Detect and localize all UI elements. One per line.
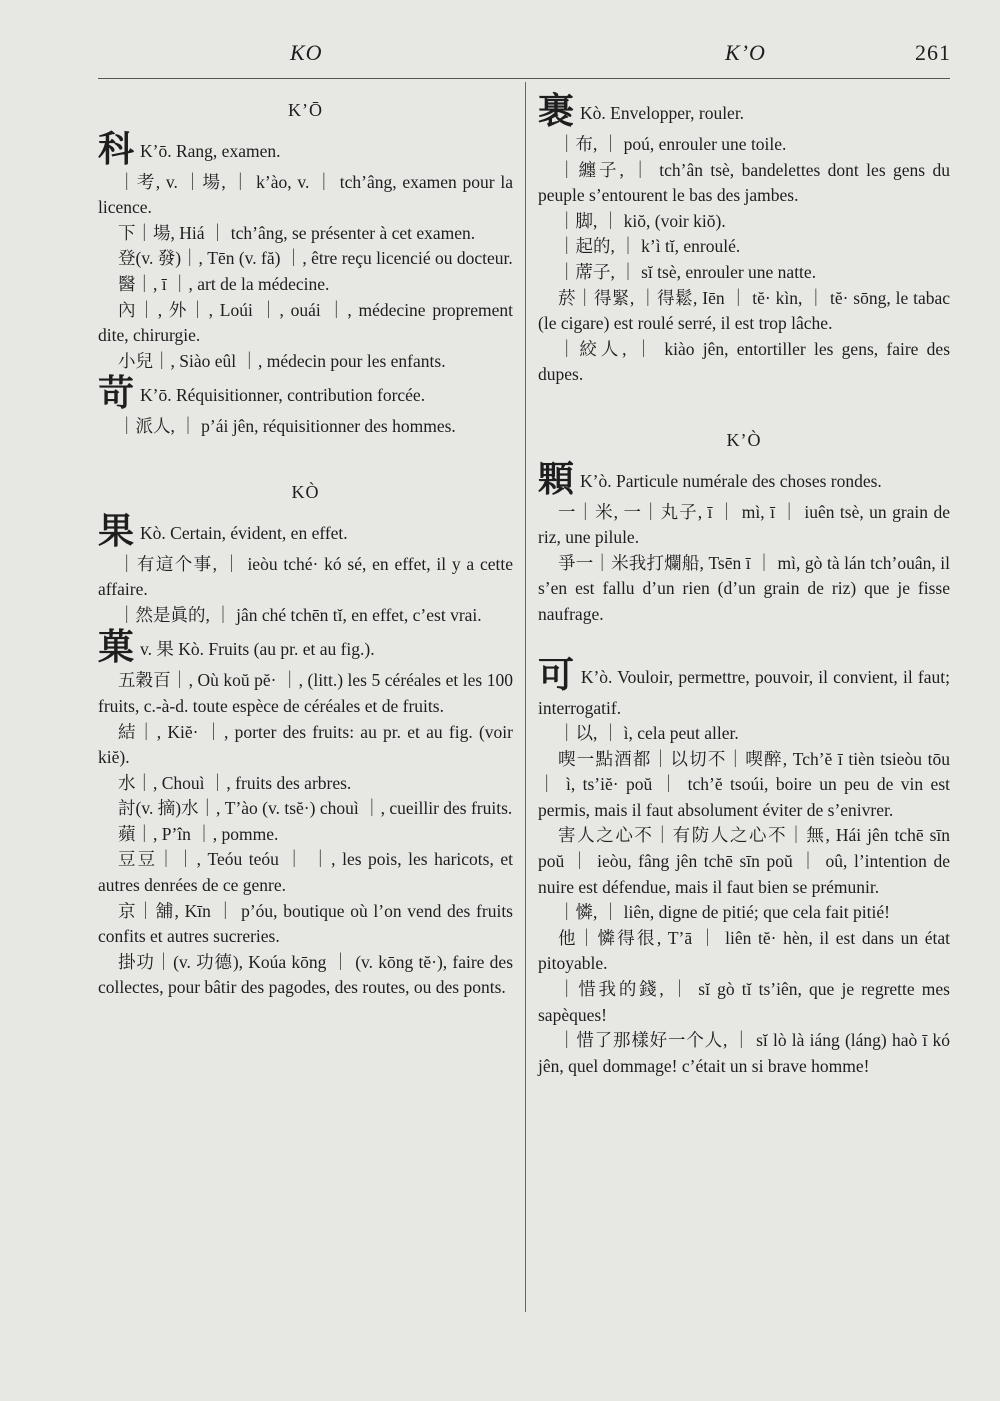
sub-entry: 內｜, 外｜, Loúi ｜, ouái ｜, médecine proprement dite, chirurgie. [98, 299, 513, 346]
sub-entry: ｜考, v. ｜場, ｜ k’ào, v. ｜ tch’âng, examen pour la licence. [98, 171, 513, 218]
sub-entry: 菸｜得緊, ｜得鬆, Iēn ｜ tĕ· kìn, ｜ tĕ· sōng, le tabac (le cigare) est roulé serré, il est trop lâche. [538, 287, 950, 334]
sub-entry: ｜布, ｜ poú, enrouler une toile. [558, 134, 787, 154]
section-heading: K’Ò [726, 429, 762, 450]
sub-entry: 害人之心不｜有防人之心不｜無, Hái jên tchē sīn poŭ ｜ ieòu, fâng jên tchē sīn poŭ ｜ oû, l’intention de nuire est défendue, mais il faut bien se prémunir. [538, 825, 950, 897]
entry-ko-vouloir: 可 K’ò. Vouloir, permettre, pouvoir, il convient, il faut; interrogatif. [538, 654, 950, 718]
sub-entry: ｜纏子, ｜ tch’ân tsè, bandelettes dont les gens du peuple s’entourent le bas des jambes. [538, 159, 950, 206]
sub-entry: 下｜場, Hiá ｜ tch’âng, se présenter à cet examen. [118, 222, 476, 243]
entry-ko-fruits: 菓v. 果 Kò. Fruits (au pr. et au fig.). [98, 627, 375, 669]
entry-ko-certain: 果 Kò. Certain, évident, en effet. [98, 510, 348, 552]
section-heading: K’Ō [288, 100, 323, 120]
sub-entry: 登(v. 發)｜, Tēn (v. fă) ｜, être reçu licencié ou docteur. [118, 248, 513, 269]
header-rule [98, 78, 950, 79]
running-head-center: K’O [725, 40, 766, 65]
headword-char: 苛 [98, 373, 135, 415]
entry-ko-rang: 科 K’ō. Rang, examen. [98, 128, 281, 170]
headword-char: 菓 [98, 627, 135, 669]
right-column [538, 92, 950, 1079]
sub-entry: 水｜, Chouì ｜, fruits des arbres. [118, 772, 352, 793]
entry-ko-envelopper: 裹 Kò. Envelopper, rouler. [538, 91, 745, 132]
sub-entry: 他｜憐得很, T’ā ｜ liên tĕ· hèn, il est dans un état pitoyable. [538, 927, 950, 974]
sub-entry: ｜蓆子, ｜ sĭ tsè, enrouler une natte. [558, 261, 817, 282]
sub-entry: 蘋｜, P’în ｜, pomme. [118, 823, 279, 844]
sub-entry: 醫｜, ī ｜, art de la médecine. [118, 273, 330, 294]
headword-char: 果 [98, 510, 135, 552]
sub-entry: ｜憐, ｜ liên, digne de pitié; que cela fait pitié! [558, 902, 890, 923]
sub-entry: ｜起的, ｜ k’ì tĭ, enroulé. [558, 236, 741, 257]
entry-ko-requisition: 苛 K’ō. Réquisitionner, contribution forcée. [98, 373, 426, 415]
sub-entry: ｜絞人, ｜ kiào jên, entortiller les gens, faire des dupes. [538, 338, 950, 385]
sub-entry: ｜惜了那樣好一个人, ｜ sĭ lò là iáng (láng) haò ī kó jên, quel dommage! c’était un si brave homme! [538, 1030, 950, 1076]
headword-char: 顆 [538, 458, 575, 500]
headword-char: 可 [538, 654, 575, 696]
sub-entry: 掛功｜(v. 功德), Koúa kōng ｜ (v. kōng tĕ·), faire des collectes, pour bâtir des pagodes, des routes, ou des ponts. [98, 951, 513, 998]
sub-entry: ｜有這个事, ｜ ieòu tché· kó sé, en effet, il y a cette affaire. [98, 553, 513, 600]
sub-entry: ｜以, ｜ ì, cela peut aller. [558, 723, 739, 744]
sub-entry: ｜然是眞的, ｜ jân ché tchēn tĭ, en effet, c’est vrai. [118, 604, 482, 625]
sub-entry: 爭一｜米我打爛船, Tsēn ī ｜ mì, gò tà lán tch’ouân, il s’en est fallu d’un rien (d’un grain de riz) que je fisse naufrage. [538, 552, 950, 624]
sub-entry: ｜惜我的錢, ｜ sĭ gò tĭ ts’iên, que je regrette mes sapèques! [538, 979, 950, 1025]
sub-entry: 喫一點酒都｜以切不｜喫醉, Tch’ĕ ī tièn tsieòu tōu ｜ ì, ts’iĕ· poŭ ｜ tch’ĕ tsoúi, boire un peu de vin est permis, mais il faut absolument éviter de s’enivrer. [538, 748, 950, 820]
section-heading: KÒ [291, 481, 320, 502]
sub-entry: 豆豆｜｜, Teóu teóu ｜ ｜, les pois, les haricots, et autres denrées de ce genre. [98, 849, 513, 896]
headword-char: 裹 [538, 91, 575, 132]
sub-entry: 五穀百｜, Où koŭ pĕ· ｜, (litt.) les 5 céréales et les 100 fruits, c.-à-d. toute espèce de céréales et de fruits. [98, 670, 513, 716]
sub-entry: 小兒｜, Siào eûl ｜, médecin pour les enfants. [118, 350, 446, 371]
column-rule [525, 82, 526, 1312]
page-number: 261 [915, 40, 951, 65]
left-column [98, 92, 513, 1001]
entry-ko-numeral: 顆 K’ò. Particule numérale des choses rondes. [538, 458, 882, 500]
sub-entry: ｜派人, ｜ p’ái jên, réquisitionner des hommes. [118, 416, 456, 437]
headword-char: 科 [98, 128, 135, 170]
running-head-left: KO [290, 40, 323, 65]
sub-entry: 一｜米, 一｜丸子, ī ｜ mì, ī ｜ iuên tsè, un grain de riz, une pilule. [538, 501, 950, 548]
sub-entry: ｜脚, ｜ kiŏ, (voir kiŏ). [558, 210, 726, 231]
sub-entry: 京｜舖, Kīn ｜ p’óu, boutique où l’on vend des fruits confits et autres sucreries. [98, 900, 513, 947]
sub-entry: 結｜, Kiĕ· ｜, porter des fruits: au pr. et au fig. (voir kiĕ). [98, 721, 513, 768]
sub-entry: 討(v. 摘)水｜, T’ào (v. tsĕ·) chouì ｜, cueillir des fruits. [118, 798, 513, 819]
